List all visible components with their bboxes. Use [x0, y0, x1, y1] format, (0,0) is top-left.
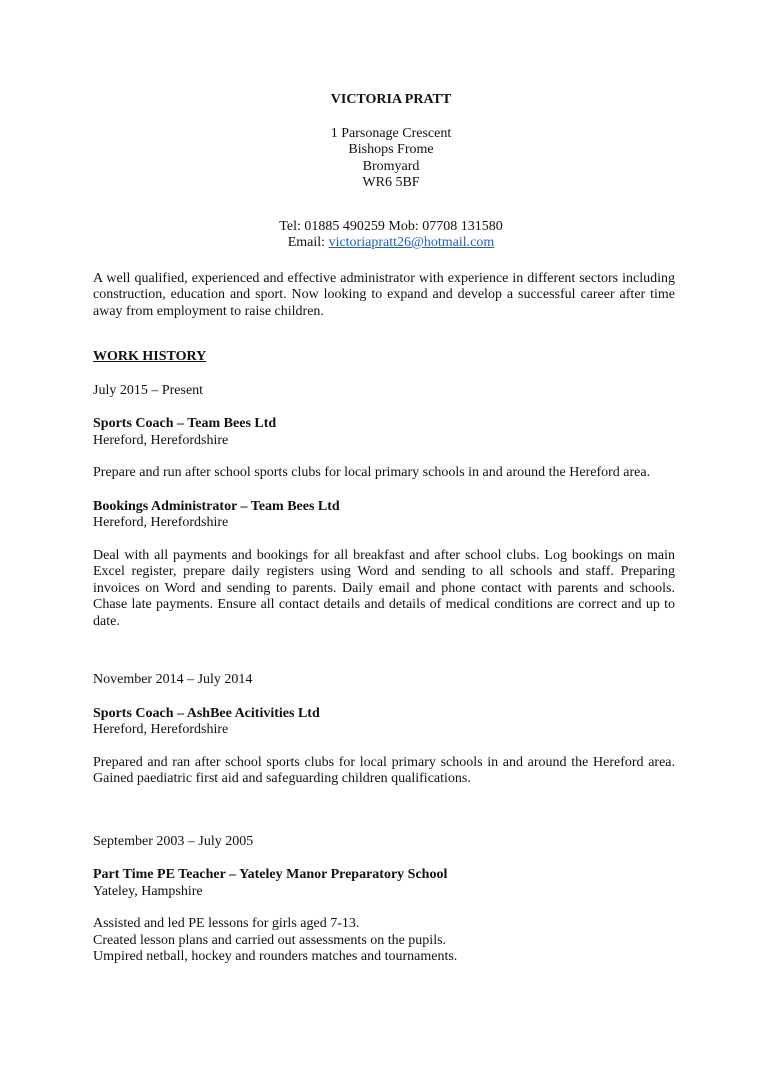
job-entry — [93, 416, 675, 482]
address-block — [107, 126, 675, 192]
duty-line: Umpired netball, hockey and rounders matches and tournaments. — [93, 949, 458, 964]
phone-line: Tel: 01885 490259 Mob: 07708 131580 — [279, 218, 503, 234]
candidate-name: VICTORIA PRATT — [330, 92, 452, 107]
email-label: Email: — [287, 235, 329, 250]
address-line: Bishops Frome — [348, 142, 434, 157]
job-entry — [93, 867, 675, 966]
job-description — [93, 916, 675, 966]
job-location: Hereford, Herefordshire — [93, 432, 229, 448]
work-history-heading: WORK HISTORY — [93, 349, 207, 364]
job-description: Prepare and run after school sports clubs for local primary schools in and around the Hereford area. — [93, 465, 651, 480]
job-entry — [93, 706, 675, 788]
profile-summary: A well qualified, experienced and effective administrator with experience in different sectors including construction, education and sport. Now looking to expand and develop a successful career after time away from employment to raise children. — [93, 270, 675, 319]
email-line — [107, 235, 675, 252]
job-location: Hereford, Herefordshire — [93, 515, 229, 530]
job-entry — [93, 499, 675, 631]
address-line: 1 Parsonage Crescent — [330, 125, 452, 141]
job-title: Sports Coach – Team Bees Ltd — [93, 416, 277, 431]
address-line: WR6 5BF — [362, 175, 420, 190]
duty-line: Created lesson plans and carried out assessments on the pupils. — [93, 932, 447, 948]
job-description: Deal with all payments and bookings for all breakfast and after school clubs. Log bookings on main Excel register, prepare daily registers using Word and sending to all schools and staff. Preparing invoices on Word and sending to parents. Daily email and phone contact with parents and schools. Chase late payments. Ensure all contact details and details of medical conditions are correct and up to date. — [93, 547, 675, 629]
duty-line: Assisted and led PE lessons for girls aged 7-13. — [93, 916, 360, 931]
job-title: Bookings Administrator – Team Bees Ltd — [93, 498, 340, 514]
employment-dates: November 2014 – July 2014 — [93, 672, 253, 687]
job-description: Prepared and ran after school sports clubs for local primary schools in and around the Hereford area. Gained paediatric first aid and safeguarding children qualifications. — [93, 754, 675, 786]
employment-dates: September 2003 – July 2005 — [93, 833, 254, 849]
job-title: Sports Coach – AshBee Acitivities Ltd — [93, 705, 320, 721]
address-line: Bromyard — [362, 158, 420, 174]
email-link[interactable]: victoriapratt26@hotmail.com — [328, 235, 495, 250]
cv-page — [93, 92, 675, 966]
contact-block — [107, 219, 675, 252]
job-location: Yateley, Hampshire — [93, 883, 203, 899]
job-title: Part Time PE Teacher – Yateley Manor Preparatory School — [93, 867, 448, 882]
job-location: Hereford, Herefordshire — [93, 722, 229, 737]
cv-header — [93, 92, 675, 252]
employment-dates: July 2015 – Present — [93, 382, 204, 398]
